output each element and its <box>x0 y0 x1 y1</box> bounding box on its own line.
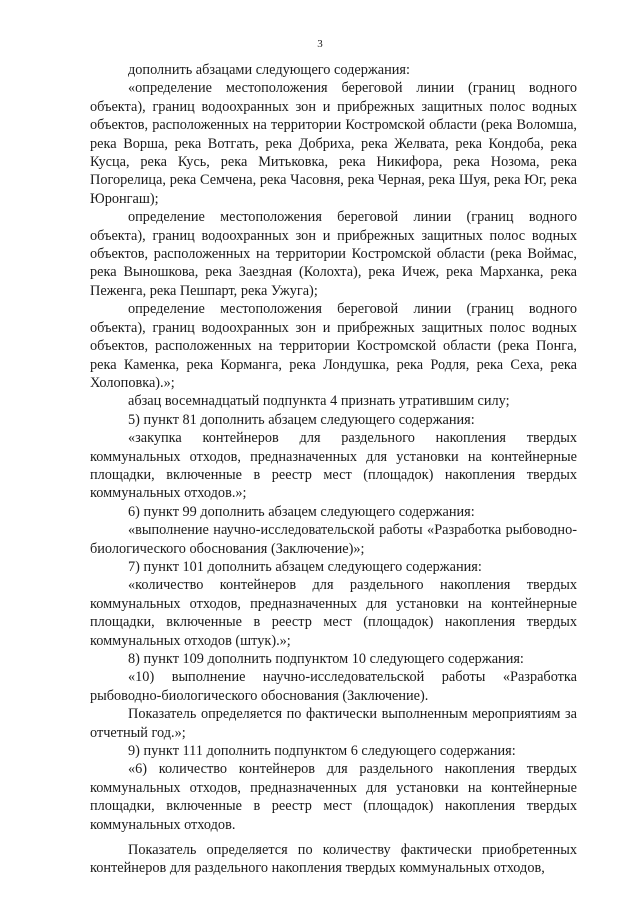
paragraph: абзац восемнадцатый подпункта 4 признать утратившим силу; <box>128 393 510 410</box>
paragraph: дополнить абзацами следующего содержания: <box>128 62 410 78</box>
paragraph: «закупка контейнеров для раздельного накопления твердых коммунальных отходов, предназначенных для установки на контейнерные площадки, включенные в реестр мест (площадок) накопления твердых коммунальных отходов.»; <box>90 430 577 502</box>
paragraph: «определение местоположения береговой линии (границ водного объекта), границ водоохранных зон и прибрежных защитных полос водных объектов, расположенных на территории Костромской области (река Воломша, река Ворша, река Вотгать, река Добриха, река Желвата, река Кондоба, река Кусца, река Кусь, река Митьковка, река Никифора, река Нозома, река Погорелица, река Семчена, река Часовня, река Черная, река Шуя, река Юг, река Юронгаш); <box>90 80 577 207</box>
paragraph: 6) пункт 99 дополнить абзацем следующего содержания: <box>128 503 475 520</box>
paragraph: 9) пункт 111 дополнить подпунктом 6 следующего содержания: <box>128 743 516 760</box>
paragraph: «10) выполнение научно-исследовательской работы «Разработка рыбоводно-биологического обоснования (Заключение). <box>90 669 577 704</box>
paragraph: 7) пункт 101 дополнить абзацем следующего содержания: <box>128 558 482 575</box>
document-body <box>90 61 577 878</box>
page-number: 3 <box>317 38 323 50</box>
paragraph: 5) пункт 81 дополнить абзацем следующего содержания: <box>128 411 475 428</box>
paragraph: 8) пункт 109 дополнить подпунктом 10 следующего содержания: <box>128 651 524 667</box>
paragraph: определение местоположения береговой линии (границ водного объекта), границ водоохранных зон и прибрежных защитных полос водных объектов, расположенных на территории Костромской области (река Понга, река Каменка, река Корманга, река Лондушка, река Родля, река Сеха, река Холоповка).»; <box>90 301 577 391</box>
paragraph: Показатель определяется по количеству фактически приобретенных контейнеров для раздельного накопления твердых коммунальных отходов, <box>90 842 577 877</box>
paragraph: «количество контейнеров для раздельного накопления твердых коммунальных отходов, предназначенных для установки на контейнерные площадки, включенные в реестр мест (площадок) накопления твердых коммунальных отходов (штук).»; <box>90 577 577 649</box>
paragraph: Показатель определяется по фактически выполненным мероприятиям за отчетный год.»; <box>90 706 577 741</box>
paragraph: определение местоположения береговой линии (границ водного объекта), границ водоохранных зон и прибрежных защитных полос водных объектов, расположенных на территории Костромской области (река Воймас, река Выношкова, река Заездная (Колохта), река Ичеж, река Марханка, река Пеженга, река Пешпарт, река Ужуга); <box>90 209 577 299</box>
paragraph: «6) количество контейнеров для раздельного накопления твердых коммунальных отходов, предназначенных для установки на контейнерные площадки, включенные в реестр мест (площадок) накопления твердых коммунальных отходов. <box>90 761 577 833</box>
paragraph: «выполнение научно-исследовательской работы «Разработка рыбоводно-биологического обоснования (Заключение)»; <box>90 522 577 557</box>
